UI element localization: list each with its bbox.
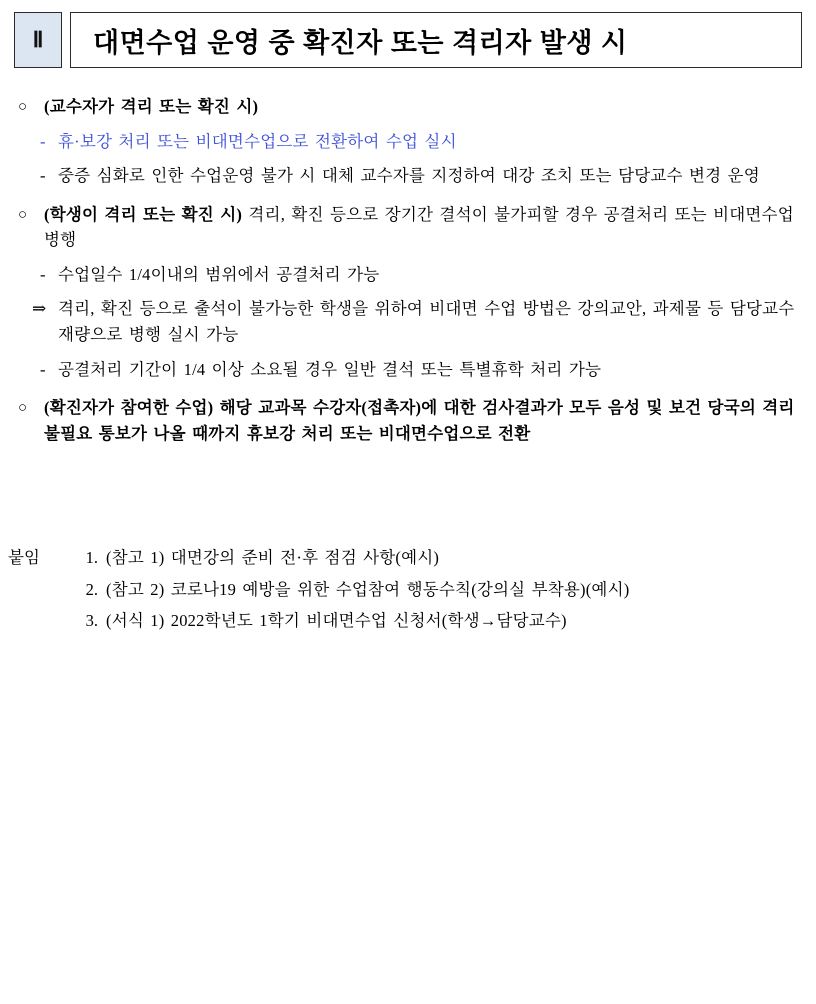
section-student-isolation bbox=[18, 202, 798, 382]
attachment-text: (서식 1) 2022학년도 1학기 비대면수업 신청서(학생→담당교수) bbox=[106, 610, 567, 630]
list-item bbox=[8, 542, 806, 573]
list-item bbox=[40, 129, 798, 155]
page-title: 대면수업 운영 중 확진자 또는 격리자 발생 시 bbox=[93, 27, 628, 58]
document-body bbox=[18, 94, 798, 446]
header-title-box bbox=[70, 12, 802, 68]
attachment-text: (참고 1) 대면강의 준비 전·후 점검 사항(예시) bbox=[106, 548, 440, 568]
list-item-text: 휴·보강 처리 또는 비대면수업으로 전환하여 수업 실시 bbox=[58, 131, 457, 151]
section-title: (확진자가 참여한 수업) bbox=[44, 398, 214, 418]
section-title-suffix: 격리, 확진 등으로 장기간 결석이 불가피할 경우 공결처리 또는 비대면수업 병행 bbox=[44, 204, 794, 250]
document-header bbox=[14, 12, 802, 68]
attachment-list bbox=[8, 542, 806, 636]
bullet-circle-icon: ○ bbox=[18, 99, 28, 115]
list-item bbox=[8, 605, 806, 636]
attachment-number: 2. bbox=[85, 579, 98, 599]
list-item bbox=[8, 574, 806, 605]
dash-marker-icon: - bbox=[40, 264, 46, 284]
attachment-text: (참고 2) 코로나19 예방을 위한 수업참여 행동수칙(강의실 부착용)(예시) bbox=[106, 579, 630, 599]
section-number-badge: Ⅱ bbox=[14, 12, 62, 68]
section-title: (학생이 격리 또는 확진 시) bbox=[44, 204, 243, 224]
arrow-right-icon: ⇒ bbox=[32, 299, 47, 319]
section-heading bbox=[18, 395, 798, 446]
list-item-text: 격리, 확진 등으로 출석이 불가능한 학생을 위하여 비대면 수업 방법은 강의교안, 과제물 등 담당교수 재량으로 병행 실시 가능 bbox=[58, 299, 795, 344]
section-title: (교수자가 격리 또는 확진 시) bbox=[44, 97, 259, 116]
list-item-text: 수업일수 1/4이내의 범위에서 공결처리 가능 bbox=[58, 264, 380, 284]
dash-marker-icon: - bbox=[40, 166, 46, 186]
section-professor-isolation bbox=[18, 94, 798, 189]
section-title-suffix: 해당 교과목 수강자(접촉자)에 대한 검사결과가 모두 음성 및 보건 당국의 격리 불필요 통보가 나올 때까지 휴보강 처리 또는 비대면수업으로 전환 bbox=[44, 398, 795, 443]
dash-marker-icon: - bbox=[40, 131, 46, 151]
list-item bbox=[32, 296, 798, 347]
attachment-label: 붙임 bbox=[8, 548, 40, 568]
list-item-text: 공결처리 기간이 1/4 이상 소요될 경우 일반 결석 또는 특별휴학 처리 가능 bbox=[58, 359, 602, 379]
list-item bbox=[40, 357, 798, 383]
section-heading bbox=[18, 94, 798, 120]
bullet-circle-icon: ○ bbox=[18, 206, 28, 223]
list-item bbox=[40, 262, 798, 288]
dash-marker-icon: - bbox=[40, 359, 46, 379]
attachment-number: 1. bbox=[85, 548, 98, 568]
section-confirmed-case-class bbox=[18, 395, 798, 446]
document-page bbox=[0, 12, 816, 1004]
bullet-circle-icon: ○ bbox=[18, 400, 28, 417]
section-heading bbox=[18, 202, 798, 253]
list-item-text: 중증 심화로 인한 수업운영 불가 시 대체 교수자를 지정하여 대강 조치 또는 담당교수 변경 운영 bbox=[58, 166, 760, 186]
attachment-number: 3. bbox=[85, 610, 98, 630]
list-item bbox=[40, 163, 798, 189]
